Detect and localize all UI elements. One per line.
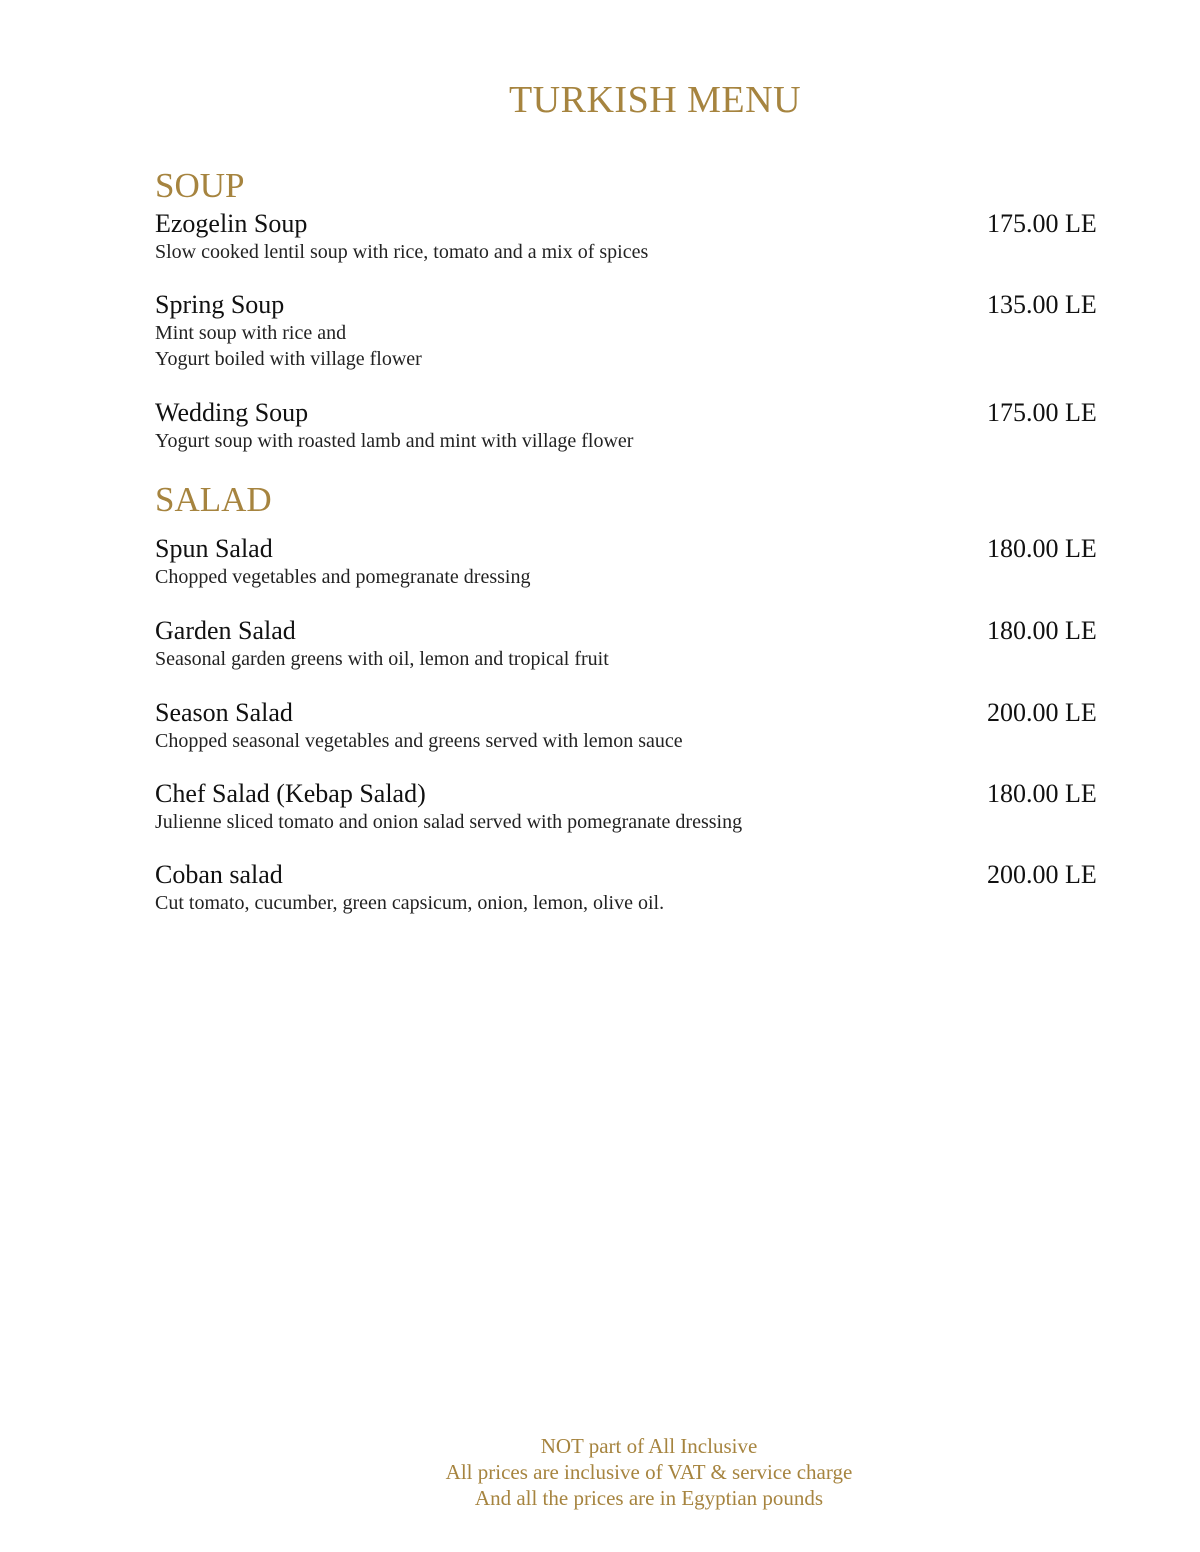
item-description: Slow cooked lentil soup with rice, tomato and a mix of spices bbox=[155, 241, 649, 263]
item-name: Spring Soup bbox=[155, 290, 285, 319]
item-name: Coban salad bbox=[155, 860, 283, 889]
menu-item-spring-soup bbox=[155, 290, 1115, 372]
item-name: Garden Salad bbox=[155, 616, 296, 645]
item-description: Yogurt boiled with village flower bbox=[155, 348, 422, 370]
section-heading-salad: SALAD bbox=[155, 480, 272, 519]
menu-item-coban-salad bbox=[155, 860, 1115, 916]
item-price: 180.00 LE bbox=[987, 779, 1097, 808]
item-description: Yogurt soup with roasted lamb and mint with village flower bbox=[155, 430, 634, 452]
section-heading-soup: SOUP bbox=[155, 166, 245, 205]
item-description: Chopped seasonal vegetables and greens served with lemon sauce bbox=[155, 730, 683, 752]
item-description: Seasonal garden greens with oil, lemon and tropical fruit bbox=[155, 648, 609, 670]
item-name: Chef Salad (Kebap Salad) bbox=[155, 779, 426, 808]
menu-item-season-salad bbox=[155, 698, 1115, 754]
menu-title: TURKISH MENU bbox=[508, 79, 802, 121]
item-name: Season Salad bbox=[155, 698, 293, 727]
item-price: 135.00 LE bbox=[987, 290, 1097, 319]
item-description: Mint soup with rice and bbox=[155, 322, 347, 344]
item-name: Ezogelin Soup bbox=[155, 209, 308, 238]
footer-line-currency: And all the prices are in Egyptian pounds bbox=[474, 1486, 824, 1510]
item-description: Chopped vegetables and pomegranate dressing bbox=[155, 566, 531, 588]
item-description: Cut tomato, cucumber, green capsicum, onion, lemon, olive oil. bbox=[155, 892, 665, 914]
item-price: 175.00 LE bbox=[987, 398, 1097, 427]
menu-item-wedding-soup bbox=[155, 398, 1115, 454]
item-description: Julienne sliced tomato and onion salad served with pomegranate dressing bbox=[155, 811, 743, 833]
item-name: Spun Salad bbox=[155, 534, 273, 563]
menu-item-chef-salad bbox=[155, 779, 1115, 835]
item-price: 175.00 LE bbox=[987, 209, 1097, 238]
menu-item-ezogelin-soup bbox=[155, 209, 1115, 265]
footer-line-all-inclusive: NOT part of All Inclusive bbox=[540, 1434, 758, 1458]
menu-item-garden-salad bbox=[155, 616, 1115, 672]
footer-notes bbox=[0, 1433, 1200, 1511]
item-price: 180.00 LE bbox=[987, 534, 1097, 563]
item-price: 200.00 LE bbox=[987, 698, 1097, 727]
item-price: 200.00 LE bbox=[987, 860, 1097, 889]
menu-item-spun-salad bbox=[155, 534, 1115, 590]
item-price: 180.00 LE bbox=[987, 616, 1097, 645]
footer-line-vat: All prices are inclusive of VAT & service charge bbox=[445, 1460, 853, 1484]
item-name: Wedding Soup bbox=[155, 398, 309, 427]
